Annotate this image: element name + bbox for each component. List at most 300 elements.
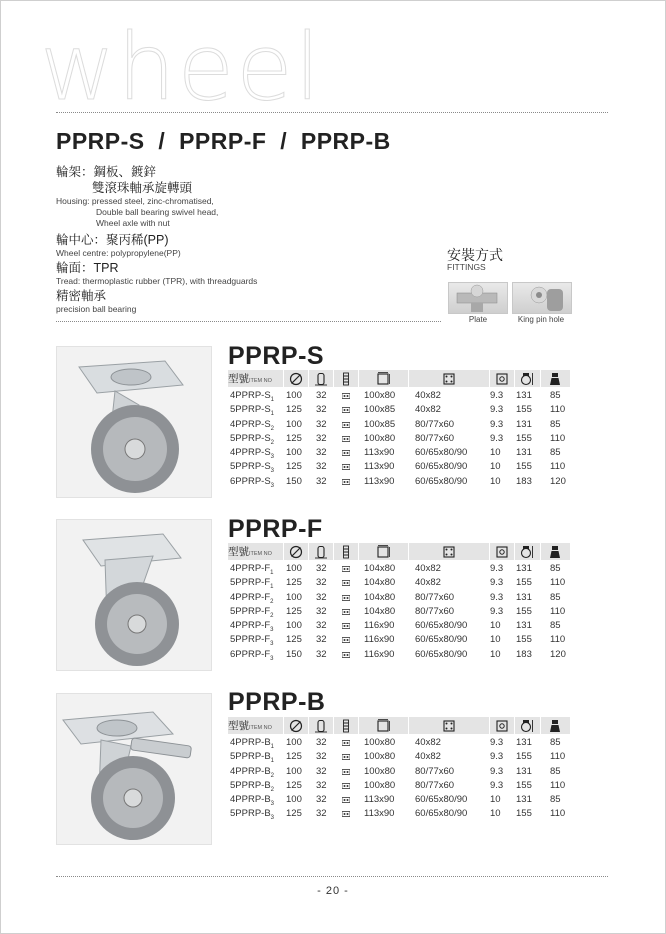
item-suffix: 2 (270, 772, 274, 779)
bolt-hole: 9.3 (490, 563, 504, 574)
item-suffix: 2 (270, 612, 274, 619)
wheel-width: 32 (316, 605, 327, 617)
header-separator (308, 717, 309, 734)
header-separator (308, 370, 309, 387)
plate-fitting-image (448, 282, 508, 314)
ball-bearing-icon (342, 479, 350, 485)
table-row (228, 418, 570, 432)
header-bolt-hole (489, 370, 514, 387)
header-separator (308, 543, 309, 560)
overall-height: 155 (516, 404, 532, 416)
tread-zh: 輪面：TPR (56, 261, 119, 275)
table-row (228, 446, 570, 460)
fittings-title: 安裝方式 (447, 247, 503, 263)
hole-spacing: 40x82 (415, 751, 441, 763)
hole-spacing: 40x82 (415, 404, 441, 416)
wheel-width: 32 (316, 418, 327, 430)
ball-bearing-icon (342, 436, 350, 442)
load-capacity-icon (548, 719, 562, 733)
item-code: $5PPRP-F_2$ (230, 605, 274, 619)
wheel-width-icon (314, 372, 328, 386)
ball-bearing-icon (342, 464, 350, 470)
ball-bearing-icon (342, 797, 350, 803)
wheel-diameter: 100 (286, 563, 302, 574)
brake-caster-image (57, 694, 211, 844)
ball-bearing-icon (342, 609, 350, 615)
header-item-label (228, 544, 272, 559)
table-row (228, 576, 570, 590)
overall-height: 131 (516, 418, 532, 430)
overall-height: 131 (516, 390, 532, 401)
wheel-width: 32 (316, 765, 327, 777)
ball-bearing-icon (342, 450, 350, 456)
wheel-width: 32 (316, 461, 327, 473)
item-code: $4PPRP-S_1$ (230, 390, 274, 403)
bearing-type-icon (339, 545, 353, 559)
table-row (228, 389, 570, 403)
load-capacity: 110 (550, 605, 566, 617)
plate-size: 104x80 (364, 591, 396, 603)
hole-spacing: 40x82 (415, 737, 441, 748)
header-separator (514, 543, 515, 560)
header-bearing-type (333, 543, 358, 560)
item-suffix: 2 (270, 425, 274, 432)
load-capacity: 110 (550, 404, 566, 416)
header-item-label (228, 718, 272, 733)
load-capacity: 85 (550, 418, 561, 430)
wheel-diameter: 125 (286, 605, 302, 617)
ball-bearing-icon (342, 811, 350, 817)
load-capacity: 85 (550, 390, 561, 401)
header-separator (540, 370, 541, 387)
header-hole-spacing (408, 370, 489, 387)
wheel-width: 32 (316, 648, 327, 660)
item-code: $4PPRP-F_1$ (230, 563, 274, 576)
fixed-caster-image (57, 520, 211, 670)
header-item-en: ITEM NO (249, 551, 272, 557)
ball-bearing-icon (342, 783, 350, 789)
overall-height: 155 (516, 432, 532, 444)
wheel-diameter: 150 (286, 648, 302, 660)
item-code: $6PPRP-F_3$ (230, 648, 274, 662)
header-load-capacity (540, 717, 570, 734)
header-overall-height (514, 543, 540, 560)
wheel-diameter: 125 (286, 461, 302, 473)
wheel-diameter: 100 (286, 418, 302, 430)
plate-size: 113x90 (364, 475, 395, 487)
bearing-en: precision ball bearing (56, 304, 137, 314)
wheel-width: 32 (316, 751, 327, 763)
plate-size: 116x90 (364, 648, 395, 660)
hole-spacing: 80/77x60 (415, 765, 455, 777)
header-item-no (228, 370, 283, 387)
hole-spacing: 40x82 (415, 563, 441, 574)
plate-label: Plate (468, 315, 488, 324)
header-wheel-width (308, 543, 333, 560)
header-bolt-hole (489, 543, 514, 560)
hole-spacing: 60/65x80/90 (415, 648, 468, 660)
bolt-hole: 10 (490, 648, 501, 660)
table-row (228, 619, 570, 633)
bearing-type-icon (339, 719, 353, 733)
header-diameter (283, 717, 308, 734)
item-suffix: 2 (270, 439, 274, 446)
overall-height: 155 (516, 751, 532, 763)
diameter-icon (289, 372, 303, 386)
item-code: $5PPRP-B_1$ (230, 751, 274, 765)
header-plate-size (358, 370, 408, 387)
bolt-hole-icon (495, 545, 509, 559)
header-separator (333, 717, 334, 734)
header-hole-spacing (408, 543, 489, 560)
plate-size: 116x90 (364, 634, 395, 646)
item-code: $4PPRP-F_2$ (230, 591, 274, 605)
item-code: $4PPRP-S_2$ (230, 418, 274, 432)
overall-height: 155 (516, 577, 532, 589)
item-suffix: 1 (270, 411, 274, 418)
overall-height: 155 (516, 808, 532, 820)
header-bearing-type (333, 370, 358, 387)
hole-spacing-icon (442, 545, 456, 559)
plate-size: 104x80 (364, 563, 396, 574)
wheel-width: 32 (316, 634, 327, 646)
hole-spacing: 60/65x80/90 (415, 475, 468, 487)
housing-en-2: Double ball bearing swivel head, (96, 207, 219, 217)
pprp-s-photo (56, 346, 212, 498)
header-plate-size (358, 543, 408, 560)
bolt-hole: 9.3 (490, 390, 504, 401)
header-bearing-type (333, 717, 358, 734)
item-suffix: 1 (270, 569, 274, 576)
bolt-hole: 10 (490, 794, 501, 806)
top-divider (56, 112, 608, 113)
plate-size: 113x90 (364, 794, 395, 806)
item-suffix: 1 (270, 743, 274, 750)
item-suffix: 2 (270, 786, 274, 793)
overall-height: 155 (516, 634, 532, 646)
load-capacity: 120 (550, 648, 566, 660)
wheel-diameter: 125 (286, 432, 302, 444)
item-suffix: 1 (270, 396, 274, 403)
wheel-diameter: 100 (286, 737, 302, 748)
header-overall-height (514, 717, 540, 734)
overall-height: 131 (516, 620, 532, 632)
section-title-pprp-b: PPRP-B (228, 688, 326, 716)
wheel-diameter: 125 (286, 404, 302, 416)
header-diameter (283, 370, 308, 387)
load-capacity: 110 (550, 808, 566, 820)
header-separator (358, 370, 359, 387)
header-separator (283, 370, 284, 387)
item-suffix: 3 (270, 468, 274, 475)
housing-zh-1: 輪架：鋼板、鍍鋅 (56, 165, 157, 179)
load-capacity: 85 (550, 765, 561, 777)
item-code: $4PPRP-B_2$ (230, 765, 274, 779)
wheel-width: 32 (316, 432, 327, 444)
header-hole-spacing (408, 717, 489, 734)
ball-bearing-icon (342, 769, 350, 775)
plate-size: 100x80 (364, 390, 396, 401)
wheel-diameter: 100 (286, 620, 302, 632)
header-separator (408, 717, 409, 734)
ball-bearing-icon (342, 754, 350, 760)
plate-size: 100x85 (364, 404, 396, 416)
header-separator (408, 543, 409, 560)
king-pin-fitting-image (512, 282, 572, 314)
header-separator (540, 543, 541, 560)
header-load-capacity (540, 370, 570, 387)
header-item-zh: 型號 (228, 373, 249, 385)
table-row (228, 807, 570, 821)
ball-bearing-icon (342, 422, 350, 428)
header-separator (540, 717, 541, 734)
plate-size: 100x80 (364, 737, 396, 748)
bolt-hole: 9.3 (490, 605, 504, 617)
hole-spacing-icon (442, 372, 456, 386)
pprp-b-photo (56, 693, 212, 845)
hole-spacing: 60/65x80/90 (415, 634, 468, 646)
header-separator (333, 370, 334, 387)
housing-en-1: Housing: pressed steel, zinc-chromatised, (56, 196, 214, 206)
load-capacity: 110 (550, 751, 566, 763)
plate-size: 116x90 (364, 620, 395, 632)
table-header (228, 717, 570, 734)
table-row (228, 403, 570, 417)
bolt-hole: 9.3 (490, 751, 504, 763)
housing-en-3: Wheel axle with nut (96, 218, 170, 228)
wheel-diameter: 100 (286, 390, 302, 401)
item-suffix: 1 (270, 758, 274, 765)
plate-size: 100x80 (364, 779, 396, 791)
hole-spacing-icon (442, 719, 456, 733)
bolt-hole: 10 (490, 620, 501, 632)
bolt-hole: 9.3 (490, 577, 504, 589)
king-pin-fitting-icon (513, 283, 571, 313)
hole-spacing: 60/65x80/90 (415, 447, 468, 459)
wheel-width: 32 (316, 447, 327, 459)
plate-fitting-icon (449, 283, 507, 313)
plate-size: 100x85 (364, 418, 396, 430)
table-row (228, 562, 570, 576)
header-separator (489, 717, 490, 734)
load-capacity: 110 (550, 577, 566, 589)
ball-bearing-icon (342, 623, 350, 629)
table-row (228, 460, 570, 474)
table-row (228, 633, 570, 647)
bearing-type-icon (339, 372, 353, 386)
plate-size: 113x90 (364, 808, 395, 820)
plate-size: 100x80 (364, 765, 396, 777)
header-separator (489, 370, 490, 387)
item-suffix: 3 (270, 482, 274, 489)
header-item-zh: 型號 (228, 546, 249, 558)
tread-en: Tread: thermoplastic rubber (TPR), with threadguards (56, 276, 258, 286)
item-suffix: 3 (270, 641, 274, 648)
load-capacity: 120 (550, 475, 566, 487)
table-row (228, 736, 570, 750)
overall-height-icon (520, 545, 534, 559)
bolt-hole: 9.3 (490, 779, 504, 791)
table-row (228, 591, 570, 605)
header-load-capacity (540, 543, 570, 560)
header-separator (489, 543, 490, 560)
wheel-diameter: 125 (286, 751, 302, 763)
table-row (228, 432, 570, 446)
ball-bearing-icon (342, 566, 350, 572)
header-overall-height (514, 370, 540, 387)
spec-table-pprp-s (228, 370, 570, 489)
bolt-hole-icon (495, 719, 509, 733)
table-row (228, 605, 570, 619)
plate-size: 113x90 (364, 461, 395, 473)
header-plate-size (358, 717, 408, 734)
load-capacity: 110 (550, 779, 566, 791)
bolt-hole: 10 (490, 461, 501, 473)
item-code: $4PPRP-B_3$ (230, 794, 274, 808)
overall-height: 131 (516, 447, 532, 459)
item-code: $6PPRP-S_3$ (230, 475, 274, 489)
load-capacity: 85 (550, 620, 561, 632)
wheel-width: 32 (316, 620, 327, 632)
overall-height: 131 (516, 765, 532, 777)
header-separator (333, 543, 334, 560)
header-separator (514, 370, 515, 387)
item-code: $5PPRP-F_1$ (230, 577, 274, 591)
hole-spacing: 40x82 (415, 390, 441, 401)
hole-spacing: 60/65x80/90 (415, 461, 468, 473)
header-bolt-hole (489, 717, 514, 734)
page-number: - 20 - (317, 885, 349, 897)
bolt-hole: 10 (490, 634, 501, 646)
item-suffix: 3 (270, 627, 274, 634)
page-title: PPRP-S / PPRP-F / PPRP-B (56, 128, 391, 154)
wheel-width: 32 (316, 563, 327, 574)
load-capacity: 85 (550, 447, 561, 459)
wheel-diameter: 125 (286, 808, 302, 820)
hole-spacing: 80/77x60 (415, 418, 455, 430)
spec-block (56, 164, 436, 315)
table-row (228, 779, 570, 793)
ball-bearing-icon (342, 637, 350, 643)
header-separator (358, 543, 359, 560)
header-item-zh: 型號 (228, 720, 249, 732)
bolt-hole: 9.3 (490, 404, 504, 416)
table-header (228, 543, 570, 560)
item-code: $4PPRP-F_3$ (230, 620, 274, 634)
wheel-diameter: 125 (286, 577, 302, 589)
item-suffix: 3 (270, 655, 274, 662)
hole-spacing: 60/65x80/90 (415, 620, 468, 632)
wheel-width-icon (314, 719, 328, 733)
wheel-width-icon (314, 545, 328, 559)
wheel-width: 32 (316, 794, 327, 806)
wheel-width: 32 (316, 475, 327, 487)
load-capacity-icon (548, 372, 562, 386)
item-code: $5PPRP-S_2$ (230, 432, 274, 446)
ball-bearing-icon (342, 393, 350, 399)
wheel-diameter: 100 (286, 447, 302, 459)
swivel-caster-image (57, 347, 211, 497)
plate-size: 104x80 (364, 605, 396, 617)
ball-bearing-icon (342, 407, 350, 413)
overall-height-icon (520, 719, 534, 733)
header-wheel-width (308, 370, 333, 387)
diameter-icon (289, 545, 303, 559)
hole-spacing: 80/77x60 (415, 605, 455, 617)
wheel-width: 32 (316, 390, 327, 401)
item-suffix: 2 (270, 598, 274, 605)
king-pin-label: King pin hole (517, 315, 565, 324)
load-capacity: 110 (550, 461, 566, 473)
table-row (228, 648, 570, 662)
overall-height: 183 (516, 648, 532, 660)
wheel-width: 32 (316, 737, 327, 748)
header-separator (408, 370, 409, 387)
wheel-width: 32 (316, 808, 327, 820)
background-word: wheel (40, 14, 323, 121)
load-capacity: 110 (550, 634, 566, 646)
plate-size: 100x80 (364, 432, 396, 444)
diameter-icon (289, 719, 303, 733)
wheel-diameter: 100 (286, 794, 302, 806)
fittings-subtitle: FITTINGS (447, 262, 486, 272)
header-separator (358, 717, 359, 734)
header-separator (283, 717, 284, 734)
header-item-no (228, 717, 283, 734)
header-item-label (228, 371, 272, 386)
housing-zh-2: 雙滾珠軸承旋轉頭 (92, 181, 193, 195)
bolt-hole: 10 (490, 808, 501, 820)
item-code: $5PPRP-B_2$ (230, 779, 274, 793)
item-suffix: 1 (270, 584, 274, 591)
item-code: $5PPRP-S_3$ (230, 461, 274, 475)
bolt-hole: 9.3 (490, 591, 504, 603)
table-row (228, 750, 570, 764)
wheel-diameter: 100 (286, 591, 302, 603)
overall-height: 155 (516, 605, 532, 617)
overall-height: 131 (516, 591, 532, 603)
bolt-hole-icon (495, 372, 509, 386)
bolt-hole: 10 (490, 475, 501, 487)
overall-height: 155 (516, 779, 532, 791)
hole-spacing: 80/77x60 (415, 432, 455, 444)
header-separator (283, 543, 284, 560)
load-capacity: 85 (550, 563, 561, 574)
hole-spacing: 80/77x60 (415, 779, 455, 791)
load-capacity: 85 (550, 591, 561, 603)
bearing-zh: 精密軸承 (56, 289, 107, 303)
spec-table-pprp-f (228, 543, 570, 662)
plate-size-icon (376, 372, 390, 386)
overall-height: 131 (516, 737, 532, 748)
bolt-hole: 9.3 (490, 432, 504, 444)
item-suffix: 3 (270, 454, 274, 461)
hole-spacing: 60/65x80/90 (415, 794, 468, 806)
ball-bearing-icon (342, 652, 350, 658)
bottom-divider (56, 876, 608, 877)
bolt-hole: 9.3 (490, 737, 504, 748)
overall-height-icon (520, 372, 534, 386)
plate-size: 104x80 (364, 577, 396, 589)
overall-height: 131 (516, 563, 532, 574)
header-separator (514, 717, 515, 734)
table-row (228, 475, 570, 489)
item-code: $4PPRP-B_1$ (230, 737, 274, 750)
header-item-en: ITEM NO (249, 725, 272, 731)
load-capacity: 110 (550, 432, 566, 444)
wheel-diameter: 150 (286, 475, 302, 487)
overall-height: 131 (516, 794, 532, 806)
